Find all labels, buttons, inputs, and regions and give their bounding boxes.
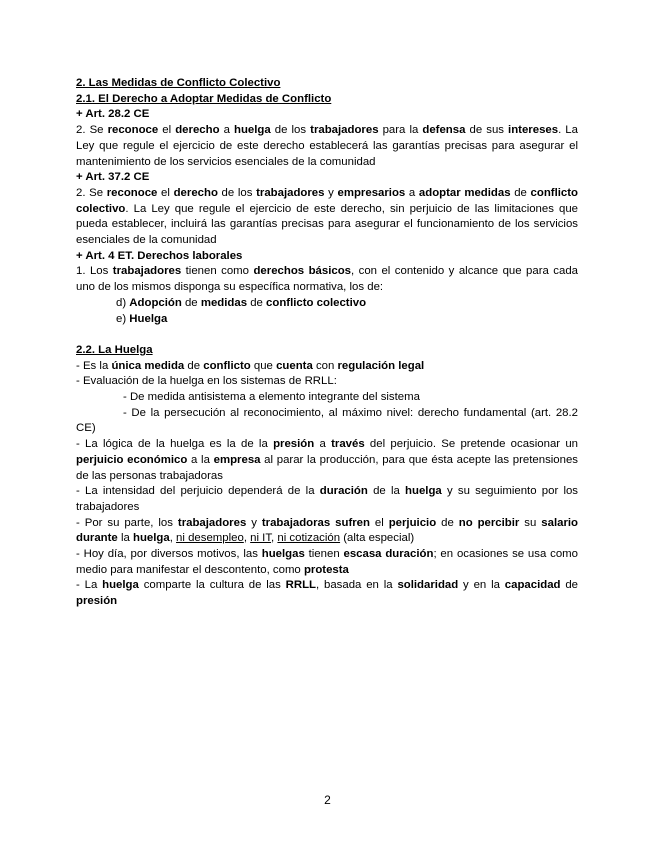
page-number: 2 [324,793,331,807]
document-page [76,76,578,610]
art-4-et-item-d: d) Adopción de medidas de conflicto colectivo [116,296,367,309]
spacer [76,327,578,343]
huelga-point-3: - La lógica de la huelga es la de la presión a través del perjuicio. Se pretende ocasionar un perjuicio económico a la empresa al parar la producción, para que ésta acepte las pretensiones de las personas trabajadoras [76,438,579,482]
huelga-point-4: - La intensidad del perjuicio dependerá de la duración de la huelga y su seguimiento por los trabajadores [76,485,579,513]
art-28-2-text: 2. Se reconoce el derecho a huelga de los trabajadores para la defensa de sus intereses. La Ley que regule el ejercicio de este derecho establecerá las garantías precisas para asegurar el mantenimiento de los servicios esenciales de la comunidad [76,124,578,168]
huelga-point-7: - La huelga comparte la cultura de las RRLL, basada en la solidaridad y en la capacidad de presión [76,579,579,608]
sub-heading-derecho: 2.1. El Derecho a Adoptar Medidas de Conflicto [76,92,332,105]
art-4-et-item-e: e) Huelga [116,312,168,325]
huelga-point-2-sub-2: - De la persecución al reconocimiento, al máximo nivel: derecho fundamental (art. 28.2 CE) [76,406,578,435]
art-37-2-label: + Art. 37.2 CE [76,171,150,184]
huelga-point-2-sub-1: - De medida antisistema a elemento integrante del sistema [123,391,420,404]
huelga-point-2: - Evaluación de la huelga en los sistemas de RRLL: [76,375,337,388]
huelga-point-5: - Por su parte, los trabajadores y trabajadoras sufren el perjuicio de no percibir su salario durante la huelga, ni desempleo, ni IT, ni cotización (alta especial) [76,516,579,545]
sub-heading-huelga: 2.2. La Huelga [76,343,153,356]
art-4-et-label: + Art. 4 ET. Derechos laborales [76,249,243,262]
art-4-et-text: 1. Los trabajadores tienen como derechos básicos, con el contenido y alcance que para cada uno de los mismos disponga su específica normativa, los de: [76,265,578,294]
art-28-2-label: + Art. 28.2 CE [76,108,150,121]
huelga-point-1: - Es la única medida de conflicto que cuenta con regulación legal [76,359,425,372]
main-heading: 2. Las Medidas de Conflicto Colectivo [76,77,281,89]
huelga-point-6: - Hoy día, por diversos motivos, las huelgas tienen escasa duración; en ocasiones se usa como medio para manifestar el descontento, como protesta [76,548,578,576]
art-37-2-text: 2. Se reconoce el derecho de los trabajadores y empresarios a adoptar medidas de conflicto colectivo. La Ley que regule el ejercicio de este derecho, sin perjuicio de las limitaciones que pueda establecer, incluirá las garantías precisas para asegurar el funcionamiento de los servicios esenciales de la comunidad [76,186,578,247]
